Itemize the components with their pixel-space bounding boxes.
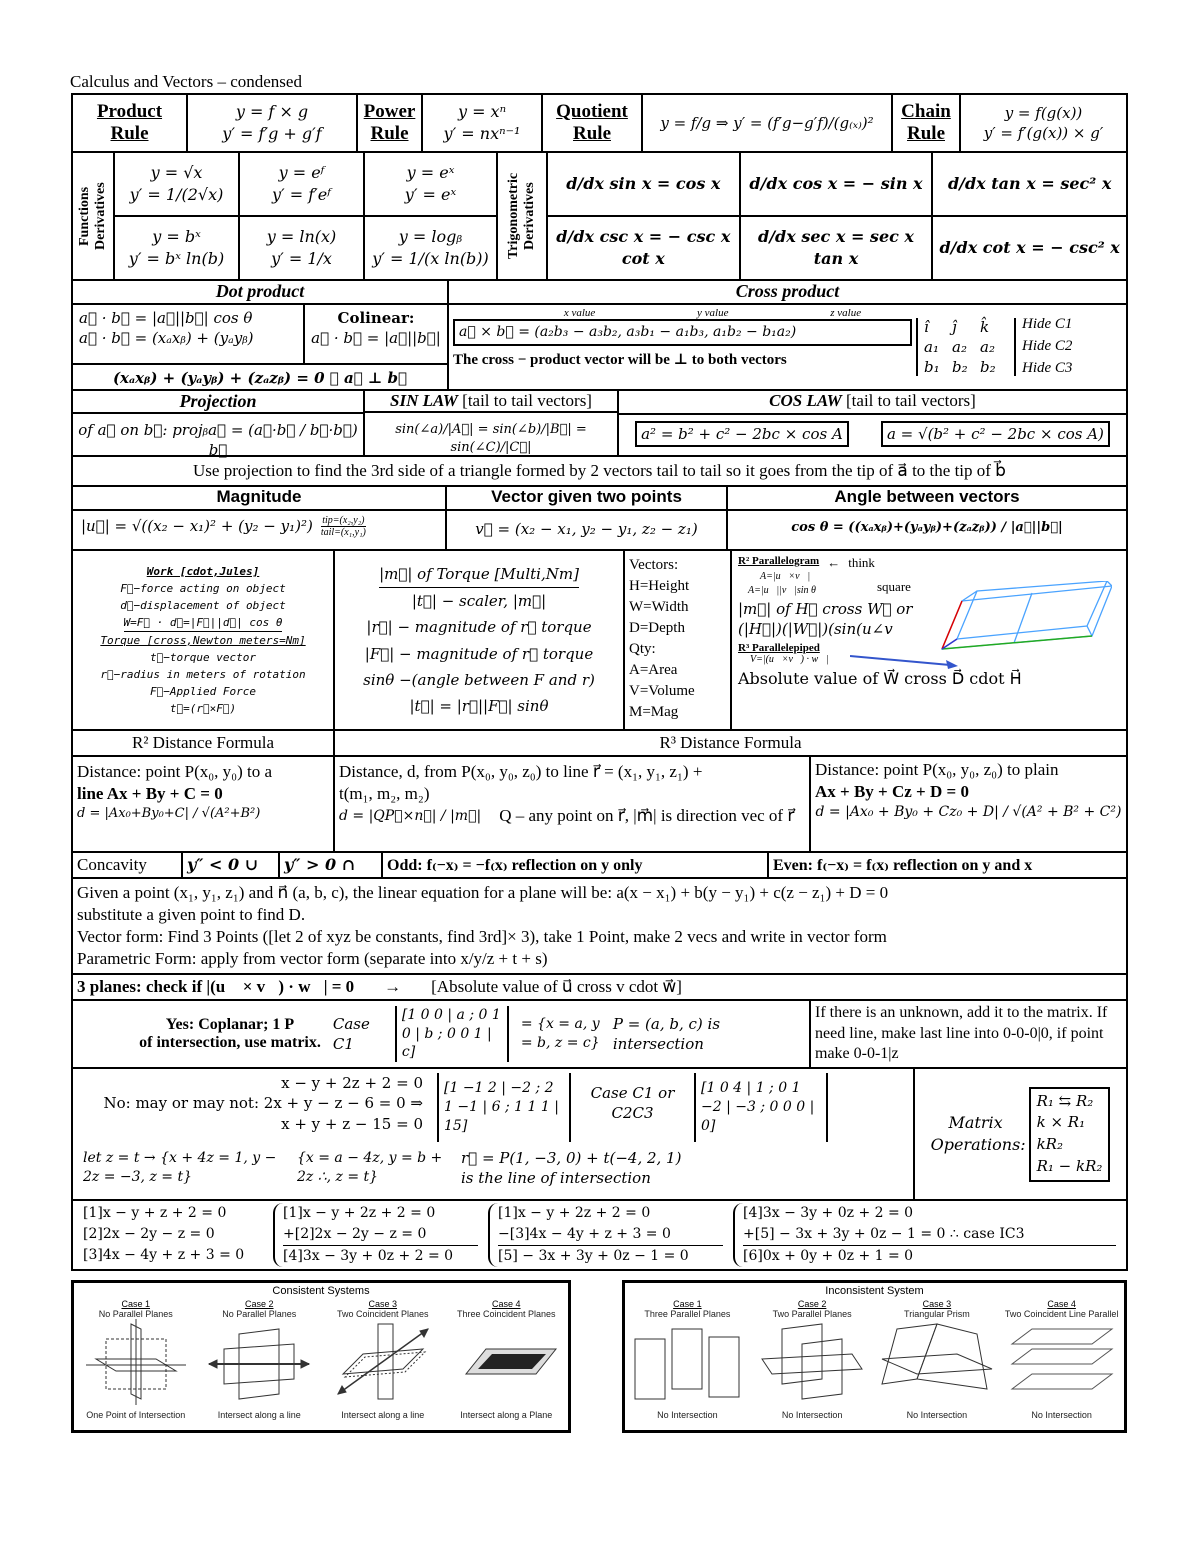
three-planes: [73, 975, 1126, 999]
elimination-row: [71, 1201, 1128, 1271]
three-parallel-planes-icon: [627, 1319, 747, 1405]
m-a3: a₂: [980, 338, 995, 356]
quotient-label-2: Rule: [573, 123, 611, 144]
deriv-ex: [365, 153, 498, 217]
arrow-right-icon: →: [384, 976, 402, 996]
power-rule-label: [358, 95, 423, 151]
deriv-csc: d/dx csc x = − csc x cot x: [548, 217, 741, 279]
deriv-ex-l1: y = eˣ: [406, 163, 455, 183]
vectors-legend: [625, 551, 732, 729]
cos-law-f1: a² = b² + c² − 2bc × cos A: [635, 421, 849, 447]
parallelogram-l4: (|H⃗|)(|W⃗|)(sin(u∠v: [738, 620, 893, 639]
work-l3: d⃗−displacement of object: [120, 598, 286, 612]
deriv-ln: [240, 217, 365, 279]
deriv-ex-l2: y′ = eˣ: [404, 185, 457, 204]
concave-up: y″ < 0 ∪: [183, 853, 280, 877]
rules-row: [71, 93, 1128, 153]
dot-formulas: [73, 305, 305, 363]
angle-formula: cos θ = ((xₐxᵦ)+(yₐyᵦ)+(zₐzᵦ)) / |a⃗||b⃗|: [791, 520, 1063, 535]
deriv-sqrt-l2: y′ = 1/(2√x): [129, 185, 224, 204]
power-rule-formula: [423, 95, 543, 151]
deriv-log-l1: y = logᵦ: [398, 227, 463, 247]
consistent-case-1: [76, 1299, 196, 1420]
dist1-l2: line Ax + By + C = 0: [77, 784, 223, 804]
cos-law-header: COS LAW: [769, 391, 842, 410]
parallelogram-a1: A=|u⃗×v⃗|: [760, 571, 811, 582]
legend-1: H=Height: [629, 578, 690, 594]
three-planes-l2: [Absolute value of u⃗ cross v cdot w⃗]: [431, 976, 682, 996]
sin-law-header: SIN LAW: [390, 391, 458, 410]
no-matrix-2: [1 0 4 | 1 ; 0 1 −2 | −3 ; 0 0 0 | 0]: [694, 1073, 828, 1142]
cos-law-sub: [tail to tail vectors]: [846, 391, 976, 410]
product-label-2: Rule: [110, 123, 149, 144]
m-a2: a₂: [952, 338, 967, 356]
m-b1: b₁: [924, 358, 940, 376]
coplanar-text: [139, 1016, 321, 1052]
two-points-formula: v⃗ = (x₂ − x₁, y₂ − y₁, z₂ − z₁): [475, 520, 698, 538]
parallelepiped-abs: Absolute value of W⃗ cross D⃗ cdot H⃗: [738, 668, 1022, 688]
chain-l1: y = f(g(x)): [1004, 103, 1083, 122]
magnitude-formula: |u⃗| = √((x₂ − x₁)² + (y₂ − y₁)²): [81, 517, 313, 536]
cheat-sheet: [71, 93, 1128, 1271]
deriv-ef-l1: y = eᶠ: [278, 163, 325, 183]
g4-0: [4]3x − 3y + 0z + 2 = 0: [743, 1205, 914, 1221]
g3-2: [5] − 3x + 3y + 0z − 1 = 0: [498, 1248, 689, 1264]
chain-label-2: Rule: [907, 123, 945, 144]
perpendicular-formula: (xₐxᵦ) + (yₐyᵦ) + (zₐzᵦ) = 0 ∴ a⃗ ⊥ b⃗: [112, 369, 408, 387]
no-case-row: [71, 1069, 1128, 1201]
distance-header-row: [71, 731, 1128, 757]
m-i: î: [924, 318, 929, 336]
arrow-left-icon: ←: [827, 555, 841, 570]
consistent-case-4: [446, 1299, 566, 1420]
plane-l1: Given a point (x₁, y₁, z₁) and n⃗ (a, b, c), the linear equation for a plane will be: a(x − x₁) + b(y − y₁) + c(z − z₁) + D = 0: [77, 883, 889, 902]
chain-label-1: Chain: [901, 101, 951, 123]
plane-intersection-icon: [446, 1319, 566, 1405]
one-point-intersection-icon: [76, 1319, 196, 1405]
i-case4-label: Case 4: [1047, 1299, 1076, 1309]
magnitude-header: Magnitude: [73, 487, 445, 511]
elim-g1: [83, 1203, 263, 1266]
colinear-label: Colinear:: [337, 309, 415, 327]
brace-z: z value: [830, 307, 862, 319]
no-e3: x + y + z − 15 = 0: [281, 1114, 423, 1133]
cross-matrix-box: [916, 305, 1126, 389]
deriv-ef-l2: y′ = f′eᶠ: [272, 185, 331, 204]
parallelogram-l3: |m⃗| of H⃗ cross W⃗ or: [738, 600, 913, 618]
concavity-row: [71, 853, 1128, 879]
deriv-cos: d/dx cos x = − sin x: [741, 153, 934, 217]
g1-0: [1]x − y + z + 2 = 0: [83, 1205, 227, 1221]
legend-7: M=Mag: [629, 704, 679, 720]
product-l2: y′ = f′g + g′f: [222, 124, 322, 143]
hide-labels: [1022, 314, 1072, 379]
dist1-l3: d = |Ax₀+By₀+C| / √(A²+B²): [77, 806, 261, 822]
deriv-log: [365, 217, 498, 279]
torque-l2: |t⃗| − scaler, |m⃗|: [411, 592, 547, 610]
torque-l3: |r⃗| − magnitude of r⃗ torque: [366, 618, 592, 637]
inconsistent-systems-figure: [622, 1280, 1127, 1433]
no-r: r⃗ = P(1, −3, 0) + t(−4, 2, 1): [461, 1148, 682, 1167]
g4-2: [6]0x + 0y + 0z + 1 = 0: [743, 1248, 914, 1264]
work-l6: t⃗−torque vector: [150, 651, 256, 665]
projection-formula: of a⃗ on b⃗: projᵦa⃗ = (a⃗·b⃗ / b⃗·b⃗) b⃗: [78, 421, 358, 460]
i-case3-desc: Triangular Prism: [904, 1309, 970, 1319]
triangular-prism-icon: [877, 1319, 997, 1405]
coincident-parallel-planes-icon: [1002, 1319, 1122, 1405]
chain-rule-formula: [961, 95, 1126, 151]
sin-law-cell: [365, 391, 619, 455]
cos-law-f2: a = √(b² + c² − 2bc × cos A): [881, 421, 1110, 447]
no-t1: let z = t → {x + 4z = 1, y − 2z = −3, z = t}: [83, 1150, 277, 1185]
distance-point-plane: [811, 757, 1126, 851]
c-case2-label: Case 2: [244, 1299, 274, 1309]
parallelepiped-v: V=|(u⃗×v⃗) · w⃗|: [750, 653, 829, 665]
trig-side-text: Trigonometric Derivatives: [506, 172, 537, 260]
sin-law-formula: sin(∠a)/|A⃗| = sin(∠b)/|B⃗| = sin(∠C)/|C⃗|: [395, 422, 587, 455]
no-case-label: Case C1 or C2C3: [590, 1084, 675, 1123]
colinear-formula: a⃗ · b⃗ = |a⃗||b⃗|: [311, 329, 441, 348]
deriv-bx-l1: y = bˣ: [152, 227, 201, 247]
two-points-cell: [447, 487, 728, 549]
coplanar-matrix: [1 0 0 | a ; 0 1 0 | b ; 0 0 1 | c]: [395, 1006, 509, 1063]
dist2-bottom: [339, 805, 805, 827]
elim-g4: [733, 1203, 1116, 1267]
c-case1-desc: No Parallel Planes: [98, 1309, 173, 1319]
sin-law-sub: [tail to tail vectors]: [462, 391, 592, 410]
deriv-log-l2: y′ = 1/(x ln(b)): [372, 249, 489, 268]
i-case3-label: Case 3: [922, 1299, 952, 1309]
cross-brace-labels: [513, 307, 912, 319]
hide-c2: Hide C2: [1022, 338, 1073, 355]
hide-c3: Hide C3: [1022, 359, 1073, 376]
coplanar-case: [73, 1001, 811, 1067]
work-l7: r⃗−radius in meters of rotation: [100, 668, 306, 682]
product-label-1: Product: [96, 101, 163, 123]
i-case4-foot: No Intersection: [1031, 1410, 1092, 1420]
distance-point-line-3d: [335, 757, 811, 851]
g2-2: [4]3x − 3y + 0z + 2 = 0: [283, 1248, 454, 1264]
deriv-bx: [115, 217, 240, 279]
work-l1: Work [cdot,Jules]: [146, 564, 260, 578]
physics-row: [71, 551, 1128, 731]
inconsistent-cases: [625, 1299, 1124, 1420]
coplanar-system: = {x = a, y = b, z = c}: [520, 1016, 600, 1051]
laws-row: [71, 391, 1128, 460]
legend-0: Vectors:: [629, 557, 679, 573]
plane-l2: substitute a given point to find D.: [77, 905, 306, 925]
quotient-label-1: Quotient: [556, 101, 628, 123]
deriv-tan: d/dx tan x = sec² x: [933, 153, 1126, 217]
torque-l6: |t⃗| = |r⃗||F⃗| sinθ: [409, 697, 549, 715]
cross-product-cell: [449, 281, 1126, 389]
think-label: think: [848, 555, 875, 570]
no-t2: {x = a − 4z, y = b + 2z ∴, z = t}: [297, 1150, 443, 1185]
functions-side-label: [73, 153, 115, 279]
parallelepiped-h2: R³ Parallelepiped: [738, 641, 820, 654]
i-case2-desc: Two Parallel Planes: [772, 1309, 852, 1319]
c-case4-foot: Intersect along a Plane: [460, 1410, 553, 1420]
cross-matrix: [916, 318, 1016, 376]
magnitude-row: [71, 487, 1128, 551]
coplanar-case-label: Case C1: [332, 1014, 370, 1053]
function-derivatives-grid: [115, 153, 498, 279]
dist3-l3: d = |Ax₀ + By₀ + Cz₀ + D| / √(A² + B² + C²): [815, 804, 1122, 821]
torque-magnitude: [335, 551, 625, 729]
dot-l1: a⃗ · b⃗ = |a⃗||b⃗| cos θ: [79, 309, 253, 327]
work-l8: F⃗−Applied Force: [150, 685, 256, 699]
product-rule-label: [73, 95, 188, 151]
power-label-2: Rule: [370, 123, 409, 144]
m-a1: a₁: [924, 338, 939, 356]
dot-l2: a⃗ · b⃗ = (xₐxᵦ) + (yₐyᵦ): [79, 329, 254, 348]
legend-5: A=Area: [629, 662, 678, 678]
coplanar-note: If there is an unknown, add it to the matrix. If need line, make last line into 0-0-0|0, if point make 0-0-1|z: [815, 1003, 1108, 1063]
tip-label: tip=(x₂,y₂): [322, 515, 365, 526]
chain-l2: y′ = f′(g(x)) × g′: [983, 124, 1104, 142]
cos-law-header-box: [619, 391, 1126, 415]
consistent-systems-figure: [71, 1280, 571, 1433]
dot-product-cell: [73, 281, 449, 389]
legend-2: W=Width: [629, 599, 689, 615]
tail-label: tail=(x₁,y₁): [320, 527, 366, 538]
trig-side-label: [498, 153, 548, 279]
m-b2: b₂: [952, 358, 968, 376]
no-case-top: [83, 1073, 903, 1142]
i-case1-label: Case 1: [673, 1299, 702, 1309]
functions-side-text: Functions Derivatives: [77, 182, 108, 250]
deriv-cot: d/dx cot x = − csc² x: [939, 238, 1120, 258]
consistent-case-2: [199, 1299, 319, 1420]
m-k: k̂: [980, 318, 990, 336]
cross-formula-box: [449, 305, 916, 389]
tip-tail: [321, 515, 366, 538]
g3-1: −[3]4x − 4y + z + 3 = 0: [498, 1224, 723, 1246]
i-case1-desc: Three Parallel Planes: [644, 1309, 731, 1319]
magnitude-cell: [73, 487, 447, 549]
trig-derivatives-grid: [548, 153, 1126, 279]
work-l4: W=F⃗ · d⃗=|F⃗||d⃗| cos θ: [124, 614, 283, 632]
coplanar-point: P = (a, b, c) is intersection: [612, 1014, 721, 1053]
product-l1: y = f × g: [235, 102, 309, 122]
parallelogram-header: [738, 555, 1120, 571]
inconsistent-title: Inconsistent System: [825, 1285, 924, 1297]
product-rule-formula: [188, 95, 358, 151]
no-e1: x − y + 2z + 2 = 0: [281, 1074, 423, 1092]
quotient-rule-label: [543, 95, 643, 151]
dist2-l2: t(m₁, m₂, m₂): [339, 784, 430, 804]
no-case-work: [73, 1069, 915, 1199]
coplanar-yes: Yes: Coplanar; 1 P: [165, 1016, 295, 1033]
plane-equations: [73, 879, 1126, 973]
dist3-l2: Ax + By + Cz + D = 0: [815, 782, 969, 802]
dot-product-header: Dot product: [73, 281, 447, 305]
no-case-bottom: [83, 1148, 903, 1189]
c-case2-desc: No Parallel Planes: [222, 1309, 297, 1319]
cross-product-body: [449, 305, 1126, 389]
op-scale: k × R₁: [1036, 1113, 1086, 1132]
inconsistent-case-2: [752, 1299, 872, 1420]
two-points-header: Vector given two points: [447, 487, 726, 511]
dist1-l1: Distance: point P(x₀, y₀) to a: [77, 762, 273, 781]
projection-header: Projection: [73, 391, 363, 414]
concave-down: y″ > 0 ∩: [280, 853, 383, 877]
g3-0: [1]x − y + 2z + 2 = 0: [498, 1205, 651, 1221]
square-label: square: [877, 579, 911, 594]
power-l2: y′ = nxⁿ⁻¹: [443, 124, 521, 143]
plane-l3: Vector form: Find 3 Points ([let 2 of xyz be constants, find 3rd]× 3), take 1 Point, make 2 vecs and write in vector form: [77, 927, 887, 947]
dist2-l1: Distance, d, from P(x₀, y₀, z₀) to line r⃗ = (x₁, y₁, z₁) +: [339, 762, 703, 781]
coplanar-row: [71, 1001, 1128, 1069]
coincident-planes-icon: [323, 1319, 443, 1405]
g2-1: +[2]2x − 2y − z = 0: [283, 1224, 478, 1246]
legend-3: D=Depth: [629, 620, 685, 636]
plane-row: [71, 879, 1128, 975]
deriv-ef: [240, 153, 365, 217]
line-intersection-icon: [199, 1319, 319, 1405]
hide-c1: Hide C1: [1022, 316, 1073, 333]
distance-point-line: [73, 757, 335, 851]
deriv-sec: d/dx sec x = sec x tan x: [741, 217, 934, 279]
m-b3: b₂: [980, 358, 996, 376]
elim-g2: [273, 1203, 478, 1267]
even-function: Even: f₍−x₎ = f₍x₎ reflection on y and x: [773, 857, 1033, 874]
power-label-1: Power: [363, 101, 416, 123]
brace-y: y value: [697, 307, 729, 319]
power-l1: y = xⁿ: [457, 102, 507, 122]
angle-cell: [728, 487, 1126, 549]
c-case3-desc: Two Coincident Planes: [336, 1309, 429, 1319]
consistent-title: Consistent Systems: [272, 1285, 370, 1297]
dist2-l4: Q – any point on r⃗, |m⃗| is direction vec of r⃗: [499, 806, 795, 826]
brace-x: x value: [563, 307, 596, 319]
work-l2: F⃗−force acting on object: [120, 581, 286, 595]
g4-1: +[5] − 3x + 3y + 0z − 1 = 0 ∴ case IC3: [743, 1224, 1116, 1246]
no-line-result: [461, 1148, 681, 1189]
torque-l5: sinθ −(angle between F and r): [363, 670, 595, 689]
parallelogram-h1: R² Parallelogram: [738, 555, 820, 567]
work-l5: Torque [cross,Newton meters=Nm]: [100, 633, 306, 647]
work-l9: t⃗=(r⃗×F⃗): [169, 702, 237, 716]
i-case2-foot: No Intersection: [781, 1410, 843, 1420]
projection-cell: [73, 391, 365, 460]
i-case3-foot: No Intersection: [906, 1410, 968, 1420]
i-case1-foot: No Intersection: [657, 1410, 718, 1420]
dist3-l1: Distance: point P(x₀, y₀, z₀) to plain: [815, 760, 1059, 779]
consistent-case-3: [323, 1299, 443, 1420]
inconsistent-case-4: [1002, 1299, 1122, 1420]
g1-2: [3]4x − 4y + z + 3 = 0: [83, 1247, 245, 1263]
plane-l4: Parametric Form: apply from vector form (separate into x/y/z + t + s): [77, 949, 548, 969]
page-title: Calculus and Vectors – condensed: [70, 72, 302, 91]
torque-l4: |F⃗| − magnitude of r⃗ torque: [364, 644, 594, 663]
cos-law-cell: [619, 391, 1126, 455]
g2-0: [1]x − y + 2z + 2 = 0: [283, 1205, 436, 1221]
deriv-sqrt: [115, 153, 240, 217]
deriv-ln-l1: y = ln(x): [266, 227, 337, 247]
c-case3-foot: Intersect along a line: [341, 1410, 425, 1420]
distance-row: [71, 757, 1128, 853]
consistent-cases: [74, 1299, 568, 1420]
three-planes-row: [71, 975, 1128, 1001]
deriv-sin: d/dx sin x = cos x: [548, 153, 741, 217]
cross-product-header: Cross product: [449, 281, 1126, 305]
colinear-box: [305, 305, 447, 363]
g1-1: [2]2x − 2y − z = 0: [83, 1226, 215, 1242]
sin-law-header-box: [365, 391, 617, 413]
r3-distance-header: R³ Distance Formula: [659, 732, 802, 752]
c-case1-label: Case 1: [121, 1299, 151, 1309]
matrix-ops-list: [1029, 1087, 1111, 1182]
no-case-equations: [83, 1073, 423, 1142]
elim-g3: [488, 1203, 723, 1267]
legend-6: V=Volume: [629, 683, 695, 699]
i-case2-label: Case 2: [797, 1299, 827, 1309]
projection-note-row: [71, 457, 1128, 487]
three-planes-l1: 3 planes: check if |(u⃗ × v⃗) · w⃗| = 0: [77, 976, 355, 996]
quotient-rule-formula: [643, 95, 893, 151]
cross-formula: a⃗ × b⃗ = (a₂b₃ − a₃b₂, a₃b₁ − a₁b₃, a₁b₂ − b₁a₂): [453, 319, 912, 346]
inconsistent-case-1: [627, 1299, 747, 1420]
no-e2: No: may or may not: 2x + y − z − 6 = 0 ⇒: [103, 1094, 423, 1113]
dot-cross-row: [71, 281, 1128, 391]
angle-header: Angle between vectors: [728, 487, 1126, 511]
op-swap: R₁ ⇆ R₂: [1036, 1091, 1094, 1110]
arrow-right-icon: [850, 651, 960, 671]
two-parallel-planes-icon: [752, 1319, 872, 1405]
magnitude-body: [73, 511, 445, 542]
m-j: ĵ: [952, 318, 957, 336]
matrix-operations: [915, 1069, 1126, 1199]
quotient-l1: y = f/g ⇒ y′ = (f′g−g′f)/(g₍ₓ₎)²: [660, 113, 874, 132]
concavity-label: Concavity: [73, 853, 183, 877]
elimination-steps: [73, 1201, 1126, 1269]
cos-law-formulas: [619, 415, 1126, 447]
dist2-l3: d = |QP⃗×n⃗| / |m⃗|: [339, 807, 482, 824]
deriv-bx-l2: y′ = bˣ ln(b): [128, 249, 225, 268]
i-case4-desc: Two Coincident Line Parallel: [1004, 1309, 1119, 1319]
c-case2-foot: Intersect along a line: [217, 1410, 301, 1420]
c-case1-foot: One Point of Intersection: [86, 1410, 186, 1420]
parallelepiped-diagram: [922, 581, 1112, 651]
cross-note: The cross − product vector will be ⊥ to both vectors: [453, 351, 787, 368]
op-scale2: kR₂: [1036, 1135, 1063, 1153]
dot-product-body: [73, 305, 447, 365]
parallelogram-a2: A=|u⃗||v⃗|sin θ: [748, 585, 816, 596]
deriv-sqrt-l1: y = √x: [150, 163, 203, 183]
c-case4-label: Case 4: [491, 1299, 521, 1309]
derivatives-row: [71, 153, 1128, 281]
chain-rule-label: [893, 95, 961, 151]
work-torque-defs: [73, 551, 335, 729]
no-matrix-1: [1 −1 2 | −2 ; 2 1 −1 | 6 ; 1 1 1 | 15]: [437, 1073, 571, 1142]
r2-distance-header: R² Distance Formula: [73, 731, 335, 755]
parallelogram-cell: [732, 551, 1126, 729]
op-subtract: R₁ − kR₂: [1036, 1156, 1103, 1175]
torque-l1: |m⃗| of Torque [Multi,Nm]: [379, 561, 579, 588]
c-case3-label: Case 3: [368, 1299, 398, 1309]
projection-note: Use projection to find the 3rd side of a triangle formed by 2 vectors tail to tail so it goes from the tip of a⃗ to the tip of b⃗: [193, 460, 1006, 480]
c-case4-desc: Three Coincident Planes: [456, 1309, 556, 1319]
matrix-ops-label: Matrix Operations:: [930, 1113, 1026, 1154]
inconsistent-case-3: [877, 1299, 997, 1420]
odd-function: Odd: f₍−x₎ = −f₍x₎ reflection on y only: [383, 853, 769, 877]
deriv-ln-l2: y′ = 1/x: [271, 249, 332, 268]
coplanar-yes2: of intersection, use matrix.: [139, 1034, 321, 1051]
no-r2: is the line of intersection: [461, 1168, 651, 1187]
legend-4: Qty:: [629, 641, 656, 657]
